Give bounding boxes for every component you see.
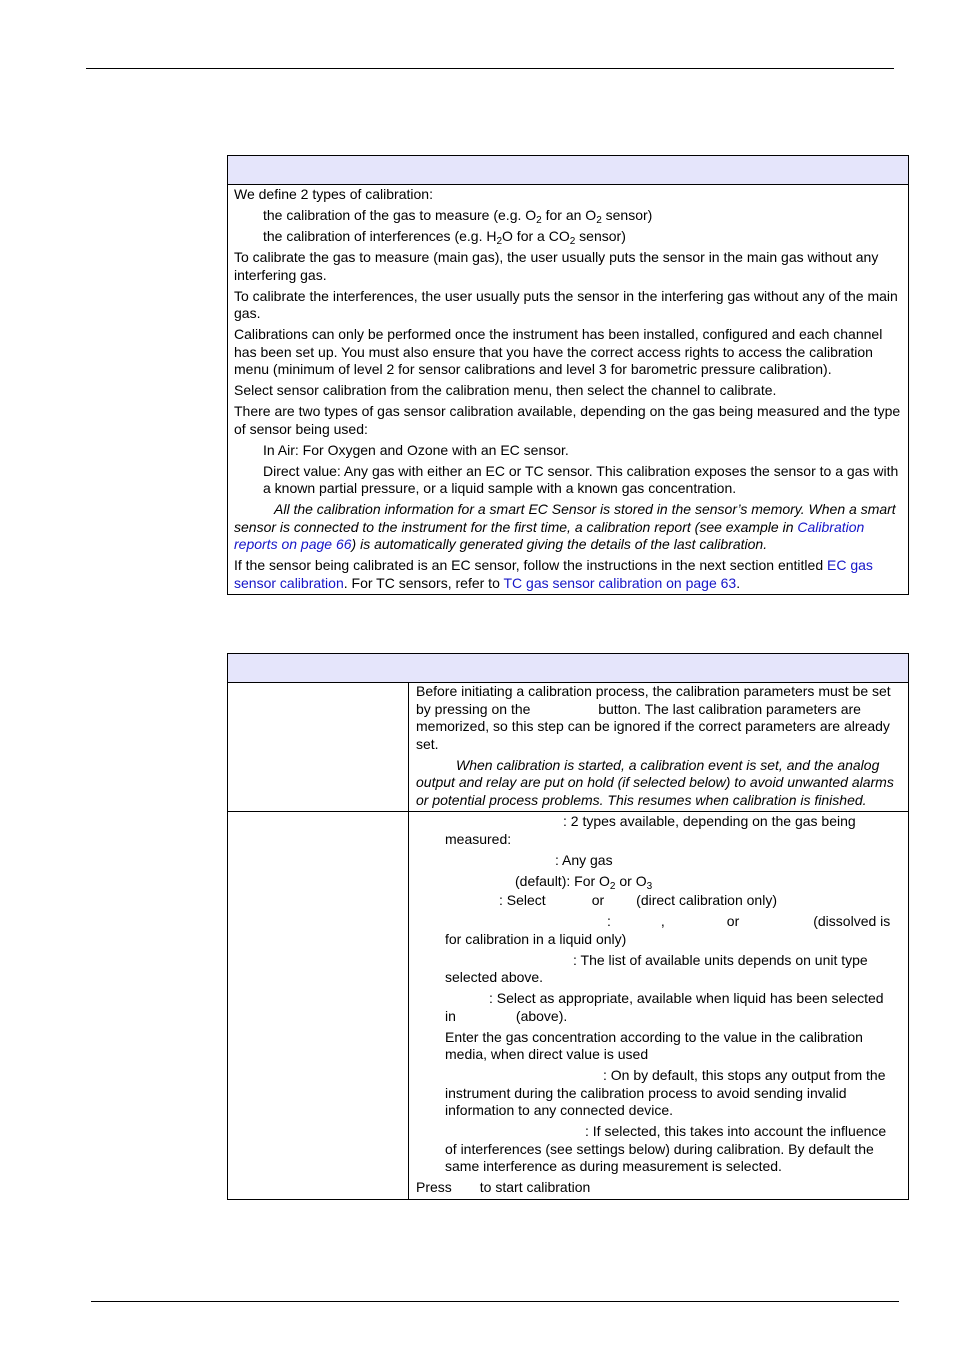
overview-paragraph: To calibrate the interferences, the user usually puts the sensor in the interfering gas without any of the main gas. [234, 287, 898, 321]
overview-bullet: In Air: For Oxygen and Ozone with an EC sensor. [263, 441, 569, 458]
overview-paragraph: Select sensor calibration from the calibration menu, then select the channel to calibrate. [234, 382, 777, 398]
overview-box-header [228, 156, 908, 185]
overview-bullet: Direct value: Any gas with either an EC or TC sensor. This calibration exposes the sensor to a gas with a known partial pressure, or a liquid sample with a known gas concentration. [263, 462, 899, 496]
overview-bullet: the calibration of the gas to measure (e.g. $O_2$ for an $O_2$ sensor) [263, 207, 653, 226]
calibration-reports-link[interactable]: Calibration reports on page 66 [234, 518, 865, 552]
overview-paragraph: There are two types of gas sensor calibration available, depending on the gas being measured and the type of sensor being used: [234, 403, 901, 437]
overview-bullet: the calibration of interferences (e.g. $H_2O$ for a $CO_2$ sensor) [263, 228, 626, 247]
note-paragraph: All the calibration information for a smart EC Sensor is stored in the sensor’s memory. When a smart sensor is connected to the instrument for the first time, a calibration report (see example in Calibration reports on page 66) is automatically generated giving the details of the last calibration. [234, 501, 896, 552]
ec-gas-sensor-calibration-link[interactable]: EC gas sensor calibration [234, 557, 873, 591]
header-rule [86, 68, 894, 69]
note-paragraph: When calibration is started, a calibration event is set, and the analog output and relay are put on hold (if selected below) to avoid unwanted alarms or potential process problems. This resumes when calibration is finished. [416, 756, 894, 808]
step-cell [228, 812, 409, 1199]
overview-paragraph: To calibrate the gas to measure (main gas), the user usually puts the sensor in the main gas without any interfering gas. [234, 249, 879, 283]
calibration-steps-table [227, 653, 909, 1200]
calibration-overview-box [227, 155, 909, 595]
step-description: : 2 types available, depending on the gas being measured: : Any gas (default): For $O_2$ or $O_3$ : Select or (direct calibration only) : , or (dissolved is for calibration in a liquid only) : The list of available units depends on unit type selected above. : Select as appropriate, available when liquid has been selected in (above). Enter the gas concentration according to the value in the calibration media, when direct value is used : On by default, this stops any output from the instrument during the calibration process to avoid sending invalid information to any connected device. : If selected, this takes into account the influence of interferences (see settings below) during calibration. By default the same interference as during measurement is selected. Press to start calibration [416, 813, 891, 1195]
footer-rule [91, 1301, 899, 1302]
table-row [228, 812, 908, 1199]
steps-table-header [228, 654, 908, 683]
step-cell [228, 682, 409, 811]
overview-paragraph: Calibrations can only be performed once the instrument has been installed, configured and each channel has been set up. You must also ensure that you have the correct access rights to access the calibration menu (minimum of level 2 for sensor calibrations and level 3 for barometric pressure calibration). [234, 326, 883, 377]
tc-gas-sensor-calibration-link[interactable]: TC gas sensor calibration on page 63 [503, 574, 737, 591]
overview-paragraph: If the sensor being calibrated is an EC sensor, follow the instructions in the next section entitled EC gas sensor calibration. For TC sensors, refer to TC gas sensor calibration on page 63. [234, 557, 873, 591]
overview-paragraph: We define 2 types of calibration: [234, 186, 433, 202]
table-row [228, 682, 908, 812]
step-description: Before initiating a calibration process, the calibration parameters must be set by pressing on the button. The last calibration parameters are memorized, so this step can be ignored if the correct parameters are already set. When calibration is started, a calibration event is set, and the analog output and relay are put on hold (if selected below) to avoid unwanted alarms or potential process problems. This resumes when calibration is finished. [416, 682, 900, 813]
overview-box-body [228, 185, 908, 592]
